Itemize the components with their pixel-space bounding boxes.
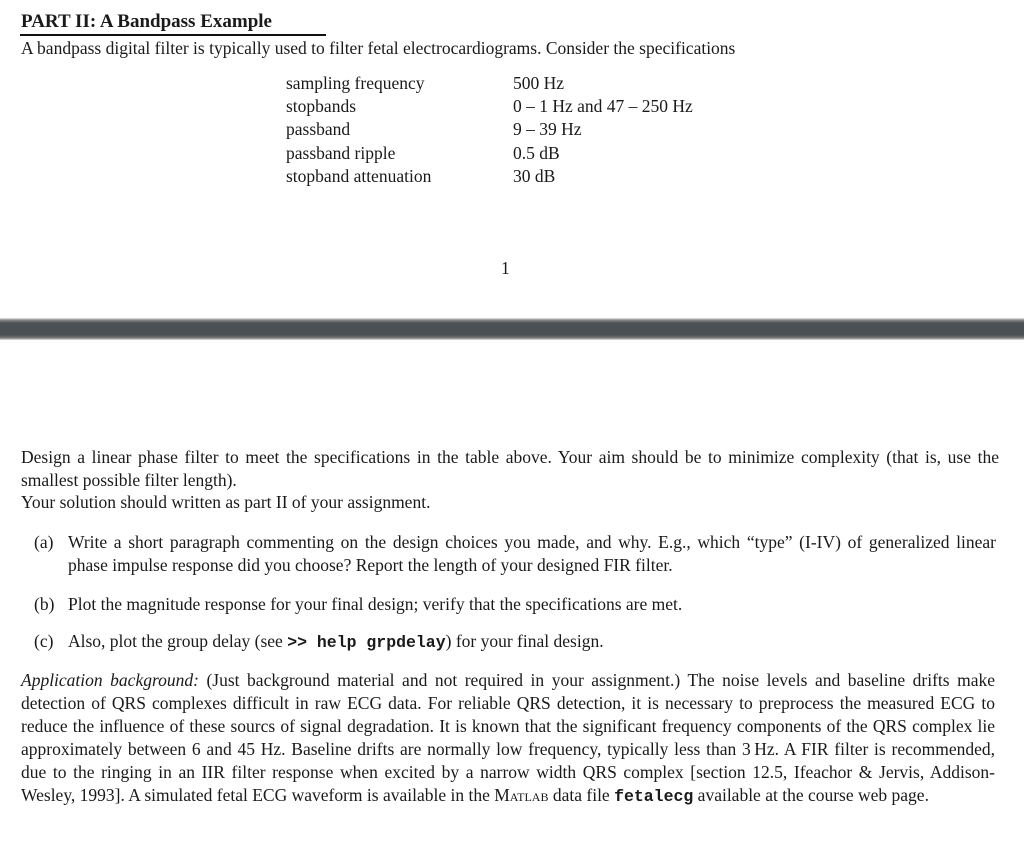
background-label: Application background: bbox=[21, 670, 199, 690]
task-text: Write a short paragraph commenting on the design choices you made, and why. E.g., which “type” (I-IV) of generalized linear phase impulse response did you choose? Report the length of your designed FIR filter. bbox=[68, 532, 996, 575]
spec-value: 0.5 dB bbox=[513, 142, 560, 163]
background-body: (Just background material and not required in your assignment.) The noise levels and baseline drifts make detection of QRS complexes difficult in raw ECG data. For reliable QRS detection, it is necessary to preprocess the measured ECG to reduce the influence of these sourcs of signal degradation. It is known that the significant frequency components of the QRS complex lie approximately between 6 and 45 Hz. Baseline drifts are normally low frequency, typically less than 3 Hz. A FIR filter is recommended, due to the ringing in an IIR filter response when excited by a narrow width QRS complex [section 12.5, Ifeachor & Jervis, Addison-Wesley, 1993]. A simulated fetal ECG waveform is available in the bbox=[21, 670, 995, 806]
spec-value: 9 – 39 Hz bbox=[513, 119, 582, 140]
page-number: 1 bbox=[501, 258, 510, 278]
code-command: >> help grpdelay bbox=[287, 633, 446, 652]
task-text: Also, plot the group delay (see bbox=[68, 631, 288, 651]
application-background bbox=[21, 669, 995, 809]
task-marker: (c) bbox=[34, 631, 54, 651]
spec-label: sampling frequency bbox=[286, 73, 425, 93]
task-marker: (b) bbox=[34, 594, 55, 614]
design-instructions bbox=[21, 446, 999, 514]
spec-label: stopband attenuation bbox=[286, 165, 432, 186]
data-file-name: fetalecg bbox=[614, 787, 694, 807]
design-instruction-line: Design a linear phase filter to meet the specifications in the table above. Your aim should be to minimize complexity (that is, use the smallest possible filter length). bbox=[21, 447, 999, 490]
spec-value: 0 – 1 Hz and 47 – 250 Hz bbox=[513, 96, 693, 117]
spec-label: passband ripple bbox=[286, 142, 396, 163]
task-item-b bbox=[34, 593, 996, 616]
design-instruction-line: Your solution should written as part II of your assignment. bbox=[21, 492, 431, 513]
spec-label: passband bbox=[286, 119, 351, 140]
spec-value: 500 Hz bbox=[513, 73, 565, 93]
spec-label: stopbands bbox=[286, 96, 356, 117]
intro-text: A bandpass digital filter is typically used to filter fetal electrocardiograms. Consider the specifications bbox=[21, 38, 736, 58]
matlab-name: Matlab bbox=[494, 785, 549, 806]
task-item-a bbox=[34, 531, 996, 577]
page-divider bbox=[0, 318, 1024, 340]
background-end: available at the course web page. bbox=[693, 785, 929, 806]
task-text: Plot the magnitude response for your final design; verify that the specifications are met. bbox=[68, 594, 683, 614]
spec-value: 30 dB bbox=[513, 165, 556, 186]
task-item-c bbox=[34, 630, 996, 654]
title-underline bbox=[20, 34, 326, 36]
task-marker: (a) bbox=[34, 532, 54, 552]
task-text-suffix: ) for your final design. bbox=[445, 631, 604, 651]
background-mid: data file bbox=[548, 785, 615, 806]
part-title: PART II: A Bandpass Example bbox=[21, 11, 272, 32]
